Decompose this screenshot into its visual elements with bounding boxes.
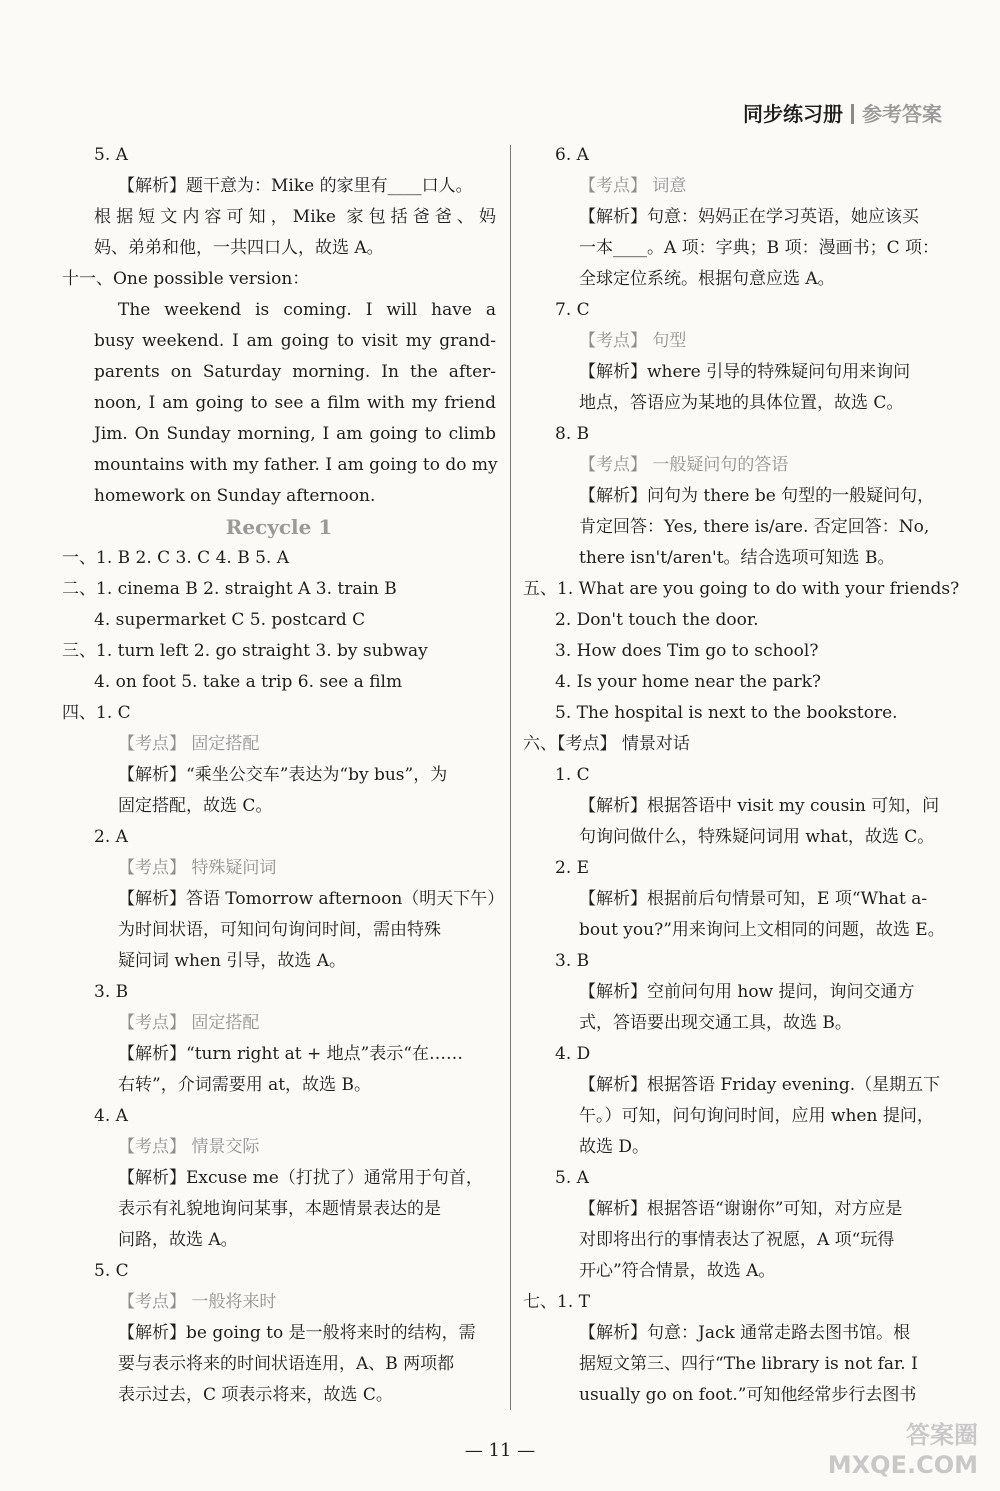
left-line: 【解析】答语 Tomorrow afternoon（明天下午） bbox=[118, 889, 505, 909]
right-line: usually go on foot.”可知他经常步行去图书 bbox=[579, 1385, 917, 1405]
right-line: 3. How does Tim go to school? bbox=[555, 641, 819, 661]
right-line: 7. C bbox=[555, 300, 590, 320]
right-line: bout you?”用来询问上文相同的问题，故选 E。 bbox=[579, 920, 945, 940]
header-separator bbox=[851, 104, 854, 124]
right-line: 5. The hospital is next to the bookstore. bbox=[555, 703, 898, 723]
left-line: mountains with my father. I am going to do my bbox=[94, 455, 498, 475]
watermark bbox=[828, 1420, 978, 1480]
left-line: 2. A bbox=[94, 827, 128, 847]
right-line: 全球定位系统。根据句意应选 A。 bbox=[579, 269, 835, 289]
right-line: 句询问做什么，特殊疑问词用 what，故选 C。 bbox=[579, 827, 935, 847]
right-line: 6. A bbox=[555, 145, 589, 165]
right-line: 开心”符合情景，故选 A。 bbox=[579, 1261, 776, 1281]
left-line: 【解析】be going to 是一般将来时的结构，需 bbox=[118, 1323, 476, 1343]
left-line: 【考点】 固定搭配 bbox=[118, 734, 260, 754]
left-line: 十一、One possible version： bbox=[62, 269, 310, 289]
left-line: 根据短文内容可知，Mike 家包括爸爸、妈 bbox=[94, 207, 496, 227]
right-line: 2. E bbox=[555, 858, 590, 878]
right-column bbox=[523, 140, 960, 1411]
right-line: 2. Don't touch the door. bbox=[555, 610, 759, 630]
right-line: 8. B bbox=[555, 424, 590, 444]
left-line: 疑问词 when 引导，故选 A。 bbox=[118, 951, 346, 971]
left-line: The weekend is coming. I will have a bbox=[118, 300, 496, 320]
left-line: homework on Sunday afternoon. bbox=[94, 486, 376, 506]
right-line: 七、1. T bbox=[523, 1292, 590, 1312]
left-line: 5. C bbox=[94, 1261, 129, 1281]
left-line: 问路，故选 A。 bbox=[118, 1230, 238, 1250]
left-line: 【考点】 固定搭配 bbox=[118, 1013, 260, 1033]
left-line: 4. supermarket C 5. postcard C bbox=[94, 610, 366, 630]
right-line: 午。）可知，问句询问时间，应用 when 提问， bbox=[579, 1106, 934, 1126]
right-line: 4. Is your home near the park? bbox=[555, 672, 822, 692]
watermark-logo: 答案圈 bbox=[906, 1421, 978, 1449]
left-line: 【解析】Excuse me（打扰了）通常用于句首， bbox=[118, 1168, 483, 1188]
left-line: 【解析】“turn right at + 地点”表示“在…… bbox=[118, 1044, 463, 1064]
right-line: 5. A bbox=[555, 1168, 589, 1188]
right-line: 【解析】空前问句用 how 提问，询问交通方 bbox=[579, 982, 915, 1002]
right-line: 【解析】where 引导的特殊疑问句用来询问 bbox=[579, 362, 911, 382]
right-line: 六、【考点】 情景对话 bbox=[523, 734, 690, 754]
right-line: 【解析】根据答语“谢谢你”可知，对方应是 bbox=[579, 1199, 903, 1219]
left-line: 为时间状语，可知问句询问时间，需由特殊 bbox=[118, 920, 441, 940]
left-column bbox=[62, 140, 505, 1411]
left-line: parents on Saturday morning. In the after- bbox=[94, 362, 496, 382]
right-line: 【考点】 句型 bbox=[579, 331, 687, 351]
left-line: 要与表示将来的时间状语连用，A、B 两项都 bbox=[118, 1354, 455, 1374]
left-line: 右转”，介词需要用 at，故选 B。 bbox=[118, 1075, 371, 1095]
right-line: 4. D bbox=[555, 1044, 591, 1064]
left-line: busy weekend. I am going to visit my grand- bbox=[94, 331, 496, 351]
left-line: 表示有礼貌地询问某事，本题情景表达的是 bbox=[118, 1199, 441, 1219]
left-line: 妈、弟弟和他，一共四口人，故选 A。 bbox=[94, 238, 384, 258]
left-line: 4. on foot 5. take a trip 6. see a film bbox=[94, 672, 403, 692]
left-line: 【考点】 特殊疑问词 bbox=[118, 858, 277, 878]
left-line: 【解析】题干意为：Mike 的家里有____口人。 bbox=[118, 176, 473, 196]
header-subtitle: 参考答案 bbox=[862, 102, 942, 126]
left-line: 二、1. cinema B 2. straight A 3. train B bbox=[62, 579, 397, 599]
right-line: 【解析】根据答语 Friday evening.（星期五下 bbox=[579, 1075, 941, 1095]
right-line: 五、1. What are you going to do with your friends? bbox=[523, 579, 960, 599]
page-header bbox=[743, 98, 942, 127]
left-line: 四、1. C bbox=[62, 703, 131, 723]
right-line: there isn't/aren't。结合选项可知选 B。 bbox=[579, 548, 895, 568]
right-line: 肯定回答：Yes, there is/are. 否定回答：No, bbox=[579, 517, 930, 537]
left-line: 表示过去，C 项表示将来，故选 C。 bbox=[118, 1385, 393, 1405]
right-line: 故选 D。 bbox=[579, 1137, 650, 1157]
left-line: 【考点】 情景交际 bbox=[118, 1137, 260, 1157]
right-line: 【解析】根据答语中 visit my cousin 可知，问 bbox=[579, 796, 940, 816]
left-line: Recycle 1 bbox=[225, 515, 333, 539]
left-line: 【解析】“乘坐公交车”表达为“by bus”，为 bbox=[118, 765, 448, 785]
column-divider bbox=[510, 145, 511, 1410]
left-line: noon, I am going to see a film with my friend bbox=[94, 393, 496, 413]
right-line: 【解析】句意：妈妈正在学习英语，她应该买 bbox=[579, 207, 919, 227]
right-line: 式，答语要出现交通工具，故选 B。 bbox=[579, 1013, 852, 1033]
left-line: 3. B bbox=[94, 982, 129, 1002]
right-line: 【解析】根据前后句情景可知，E 项“What a- bbox=[579, 889, 928, 909]
left-line: 固定搭配，故选 C。 bbox=[118, 796, 273, 816]
left-line: 【考点】 一般将来时 bbox=[118, 1292, 277, 1312]
left-line: Jim. On Sunday morning, I am going to climb bbox=[94, 424, 496, 444]
right-line: 一本____。A 项：字典；B 项：漫画书；C 项： bbox=[579, 238, 939, 258]
right-line: 据短文第三、四行“The library is not far. I bbox=[579, 1354, 918, 1374]
page-number: — 11 — bbox=[464, 1440, 536, 1461]
right-line: 【考点】 词意 bbox=[579, 176, 687, 196]
right-line: 地点，答语应为某地的具体位置，故选 C。 bbox=[579, 393, 904, 413]
right-line: 【解析】问句为 there be 句型的一般疑问句， bbox=[579, 486, 935, 506]
right-line: 对即将出行的事情表达了祝愿，A 项“玩得 bbox=[579, 1230, 895, 1250]
watermark-url: MXQE.COM bbox=[827, 1451, 978, 1479]
left-line: 5. A bbox=[94, 145, 128, 165]
left-line: 三、1. turn left 2. go straight 3. by subway bbox=[62, 641, 428, 661]
right-line: 【解析】句意：Jack 通常走路去图书馆。根 bbox=[579, 1323, 911, 1343]
left-line: 一、1. B 2. C 3. C 4. B 5. A bbox=[62, 548, 290, 568]
right-line: 【考点】 一般疑问句的答语 bbox=[579, 455, 789, 475]
right-line: 1. C bbox=[555, 765, 590, 785]
left-line: 4. A bbox=[94, 1106, 128, 1126]
header-title: 同步练习册 bbox=[743, 102, 843, 126]
right-line: 3. B bbox=[555, 951, 590, 971]
